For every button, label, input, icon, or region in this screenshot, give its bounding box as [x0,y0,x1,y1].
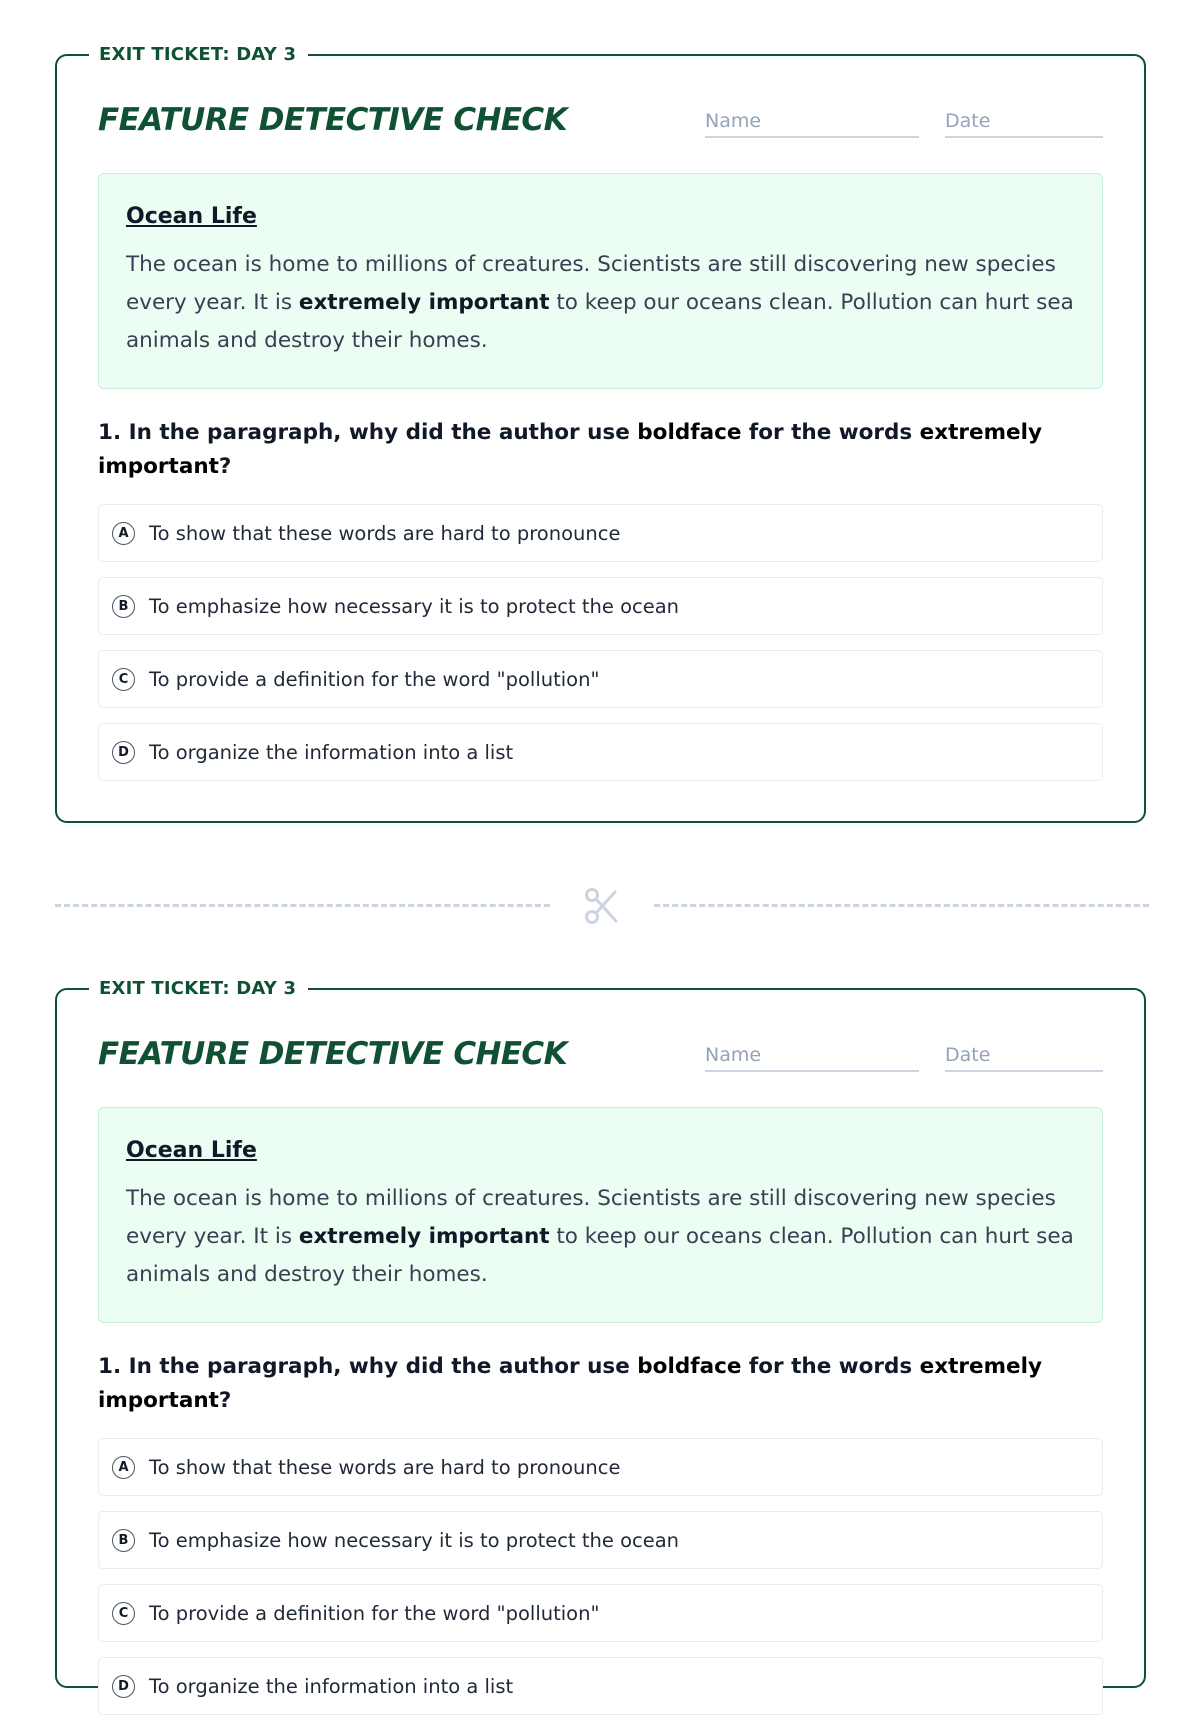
passage-text [126,1180,1075,1294]
answer-option-c[interactable] [98,650,1103,708]
exit-ticket [55,978,1146,1698]
question-emphasis: boldface [637,420,742,445]
option-text: To organize the information into a list [149,740,514,764]
answer-option-d[interactable] [98,1657,1103,1715]
option-letter: C [112,668,135,691]
passage-title: Ocean Life [126,204,257,229]
passage-text-part: to keep our oceans clean. Pollution can hurt sea animals and destroy their homes. [126,290,1074,353]
option-text: To provide a definition for the word "pollution" [149,1601,600,1625]
passage-box [98,1107,1103,1323]
passage-title: Ocean Life [126,1138,257,1163]
option-letter: D [112,741,135,764]
question-part: for the words [741,1354,920,1379]
option-letter: A [112,1456,135,1479]
option-letter: C [112,1602,135,1625]
passage-text-part: The ocean is home to millions of creatures. Scientists are still discovering new species every year. It is [126,1186,1056,1249]
answer-option-d[interactable] [98,723,1103,781]
question-part: ? [218,1388,232,1413]
name-field[interactable]: Name [705,1042,919,1072]
question-part: 1. In the paragraph, why did the author use [98,1354,638,1379]
option-text: To emphasize how necessary it is to protect the ocean [149,1528,680,1552]
option-text: To provide a definition for the word "pollution" [149,667,600,691]
passage-bold-text: extremely important [298,1224,550,1249]
name-field[interactable]: Name [705,108,919,138]
question-part: ? [218,454,232,479]
question-emphasis: extremely important [98,1354,1042,1413]
question-emphasis: extremely important [98,420,1042,479]
ticket-title: FEATURE DETECTIVE CHECK [98,102,568,138]
answer-option-c[interactable] [98,1584,1103,1642]
passage-text-part: to keep our oceans clean. Pollution can hurt sea animals and destroy their homes. [126,1224,1074,1287]
ticket-tag: EXIT TICKET: DAY 3 [89,43,308,67]
ticket-tag: EXIT TICKET: DAY 3 [89,977,308,1001]
passage-text [126,246,1075,360]
passage-bold-text: extremely important [298,290,550,315]
answer-option-a[interactable] [98,504,1103,562]
date-field[interactable]: Date [945,108,1103,138]
option-text: To organize the information into a list [149,1674,514,1698]
exit-ticket [55,44,1146,823]
date-field[interactable]: Date [945,1042,1103,1072]
question-text [98,1350,1103,1418]
option-text: To show that these words are hard to pronounce [149,521,621,545]
option-text: To emphasize how necessary it is to protect the ocean [149,594,680,618]
passage-box [98,173,1103,389]
answer-option-b[interactable] [98,577,1103,635]
option-letter: D [112,1675,135,1698]
question-text [98,416,1103,484]
option-letter: B [112,1529,135,1552]
cut-line-right [654,904,1149,907]
question-part: for the words [741,420,920,445]
option-text: To show that these words are hard to pronounce [149,1455,621,1479]
question-part: 1. In the paragraph, why did the author use [98,420,638,445]
answer-option-b[interactable] [98,1511,1103,1569]
scissors-icon [580,886,620,926]
cut-line-left [55,904,550,907]
option-letter: B [112,595,135,618]
passage-text-part: The ocean is home to millions of creatures. Scientists are still discovering new species every year. It is [126,252,1056,315]
option-letter: A [112,522,135,545]
answer-option-a[interactable] [98,1438,1103,1496]
question-emphasis: boldface [637,1354,742,1379]
ticket-title: FEATURE DETECTIVE CHECK [98,1036,568,1072]
